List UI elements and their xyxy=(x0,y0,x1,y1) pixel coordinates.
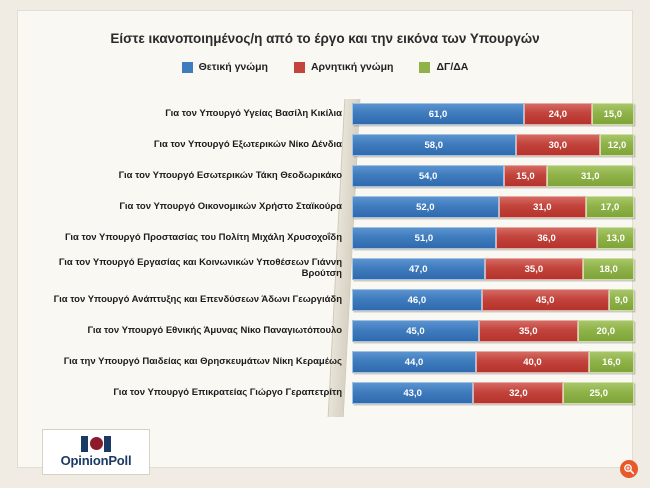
bar-segment-negative: 15,0 xyxy=(504,165,546,187)
zoom-in-icon[interactable] xyxy=(620,460,638,478)
bar-segment-positive: 61,0 xyxy=(352,103,524,125)
bar-segment-dontknow: 16,0 xyxy=(589,351,634,373)
chart-row xyxy=(18,192,634,222)
bar-segment-dontknow: 15,0 xyxy=(592,103,634,125)
bar-segment-dontknow: 13,0 xyxy=(597,227,634,249)
row-bars xyxy=(352,351,634,373)
bar-segment-dontknow: 18,0 xyxy=(583,258,634,280)
row-bars xyxy=(352,196,634,218)
chart-row xyxy=(18,285,634,315)
bar-segment-dontknow: 31,0 xyxy=(547,165,634,187)
logo-mark-icon xyxy=(81,436,111,452)
chart-row xyxy=(18,161,634,191)
bar-segment-negative: 30,0 xyxy=(516,134,601,156)
row-bars xyxy=(352,289,634,311)
legend-swatch-positive xyxy=(182,62,193,73)
row-label: Για τον Υπουργό Προστασίας του Πολίτη Μιχάλη Χρυσοχοΐδη xyxy=(64,231,342,243)
row-label: Για τον Υπουργό Εργασίας και Κοινωνικών Υποθέσεων Γιάννη Βρούτση xyxy=(58,257,342,279)
bar-segment-positive: 51,0 xyxy=(352,227,496,249)
bar-segment-negative: 40,0 xyxy=(476,351,589,373)
legend-label-negative: Αρνητική γνώμη xyxy=(310,61,394,73)
chart-row xyxy=(18,378,634,408)
row-label: Για την Υπουργό Παιδείας και Θρησκευμάτων Νίκη Κεραμέως xyxy=(63,355,342,367)
bar-segment-negative: 35,0 xyxy=(479,320,578,342)
bar-segment-negative: 32,0 xyxy=(473,382,563,404)
row-label: Για τον Υπουργό Οικονομικών Χρήστο Σταϊκούρα xyxy=(119,200,342,212)
bar-segment-positive: 46,0 xyxy=(352,289,482,311)
bar-segment-dontknow: 25,0 xyxy=(563,382,634,404)
logo-text: OpinionPoll xyxy=(60,453,132,468)
chart-legend xyxy=(18,61,632,73)
bar-segment-dontknow: 12,0 xyxy=(600,134,634,156)
legend-swatch-dontknow xyxy=(419,62,430,73)
bar-segment-dontknow: 20,0 xyxy=(578,320,634,342)
bar-segment-negative: 31,0 xyxy=(499,196,586,218)
legend-label-positive: Θετική γνώμη xyxy=(198,61,268,73)
row-label: Για τον Υπουργό Ανάπτυξης και Επενδύσεων Άδωνι Γεωργιάδη xyxy=(53,293,342,305)
chart-row xyxy=(18,223,634,253)
chart-row xyxy=(18,130,634,160)
chart-row xyxy=(18,99,634,129)
row-bars xyxy=(352,227,634,249)
row-bars xyxy=(352,103,634,125)
row-bars xyxy=(352,165,634,187)
chart-row xyxy=(18,316,634,346)
row-label: Για τον Υπουργό Εξωτερικών Νίκο Δένδια xyxy=(153,138,342,150)
bar-segment-negative: 45,0 xyxy=(482,289,609,311)
bar-segment-positive: 54,0 xyxy=(352,165,504,187)
opinionpoll-logo xyxy=(42,429,150,475)
logo-bar-left xyxy=(81,436,88,452)
bar-segment-positive: 52,0 xyxy=(352,196,499,218)
legend-item-dontknow xyxy=(419,61,468,73)
row-bars xyxy=(352,382,634,404)
row-label: Για τον Υπουργό Εσωτερικών Τάκη Θεοδωρικάκο xyxy=(118,169,342,181)
row-label: Για τον Υπουργό Επικρατείας Γιώργο Γεραπετρίτη xyxy=(113,386,342,398)
legend-item-negative xyxy=(294,61,394,73)
bar-segment-positive: 47,0 xyxy=(352,258,485,280)
logo-bar-right xyxy=(104,436,111,452)
row-label: Για τον Υπουργό Υγείας Βασίλη Κικίλια xyxy=(165,107,342,119)
bar-segment-dontknow: 17,0 xyxy=(586,196,634,218)
row-bars xyxy=(352,258,634,280)
row-bars xyxy=(352,134,634,156)
legend-item-positive xyxy=(182,61,268,73)
chart-row xyxy=(18,254,634,284)
chart-title: Είστε ικανοποιημένος/η από το έργο και την εικόνα των Υπουργών xyxy=(110,31,540,46)
chart-rows xyxy=(18,99,634,409)
bar-segment-dontknow: 9,0 xyxy=(609,289,634,311)
bar-segment-negative: 24,0 xyxy=(524,103,592,125)
logo-dot xyxy=(90,437,103,450)
chart-card xyxy=(17,10,633,468)
row-bars xyxy=(352,320,634,342)
bar-segment-positive: 45,0 xyxy=(352,320,479,342)
legend-swatch-negative xyxy=(294,62,305,73)
bar-segment-positive: 43,0 xyxy=(352,382,473,404)
row-label: Για τον Υπουργό Εθνικής Άμυνας Νίκο Παναγιωτόπουλο xyxy=(87,324,342,336)
bar-segment-positive: 58,0 xyxy=(352,134,516,156)
chart-row xyxy=(18,347,634,377)
legend-label-dontknow: ΔΓ/ΔΑ xyxy=(436,61,469,73)
chart-plot-area xyxy=(18,99,634,429)
bar-segment-positive: 44,0 xyxy=(352,351,476,373)
bar-segment-negative: 36,0 xyxy=(496,227,598,249)
bar-segment-negative: 35,0 xyxy=(485,258,584,280)
